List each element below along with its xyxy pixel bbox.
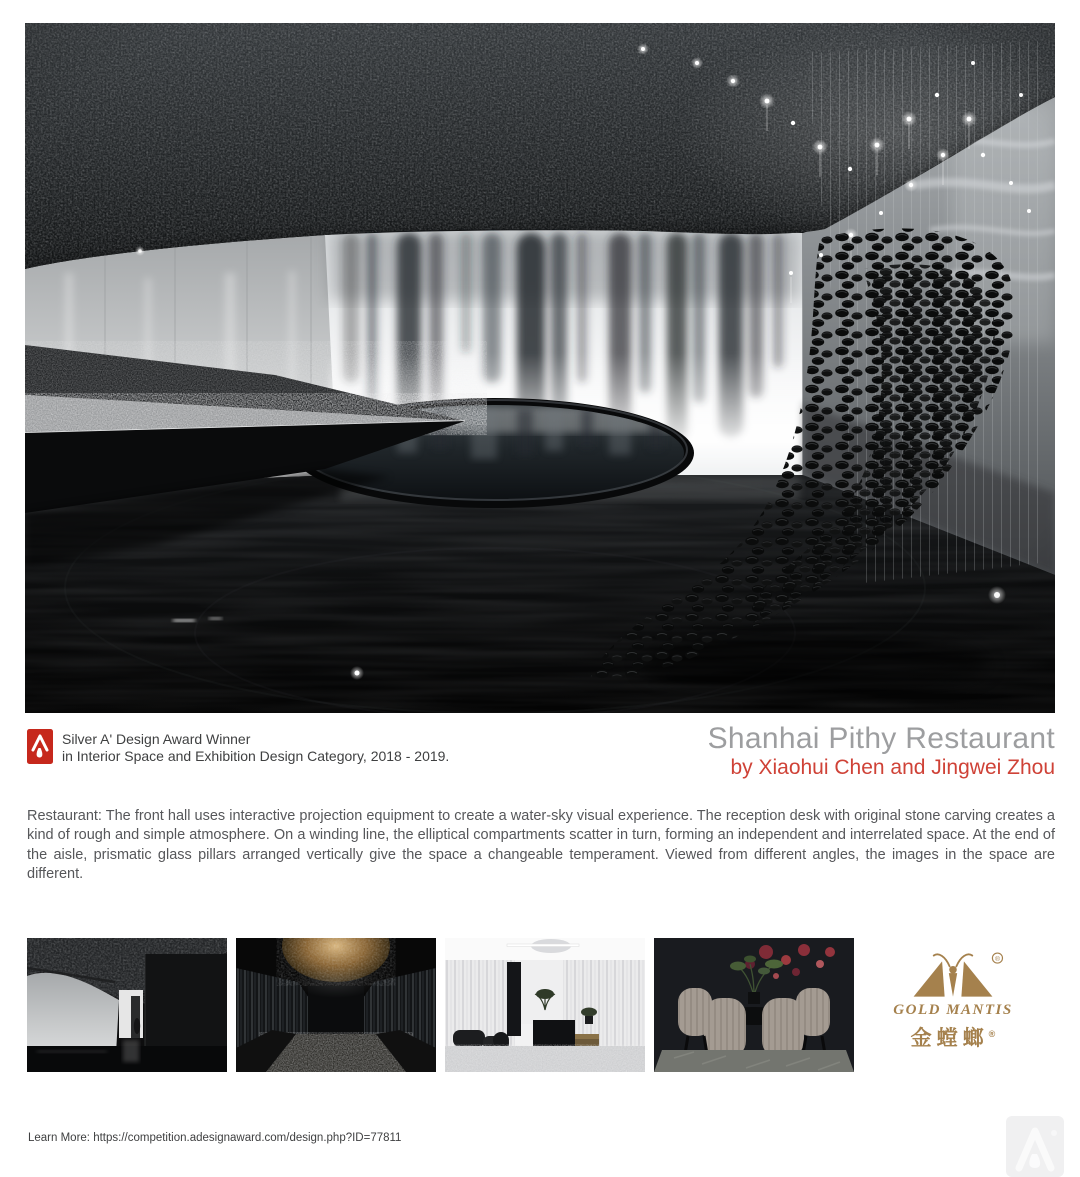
learn-more-link[interactable]: Learn More: https://competition.adesignaward.com/design.php?ID=77811: [28, 1132, 402, 1144]
project-title: Shanhai Pithy Restaurant: [707, 722, 1055, 755]
registered-mark: ®: [994, 956, 1000, 963]
thumbnail-dining-room-photo: [654, 938, 854, 1072]
award-line-1: Silver A' Design Award Winner: [62, 731, 251, 747]
thumbnail-dome-lamp-room-photo: [236, 938, 436, 1072]
registered-mark-cn: ®: [988, 1029, 996, 1039]
gold-mantis-logo-icon: [893, 948, 1013, 1000]
gallery-thumbnails: [27, 938, 854, 1072]
gold-mantis-brand-block: [886, 948, 1020, 1052]
project-header: [708, 722, 1055, 780]
hero-photo-restaurant-front-hall: [25, 23, 1055, 713]
designer-byline: by Xiaohui Chen and Jingwei Zhou: [730, 756, 1055, 779]
project-description: Restaurant: The front hall uses interactive projection equipment to create a water-sky visual experience. The reception desk with original stone carving creates a kind of rough and simple atmosphere. On a winding line, the elliptical compartments scatter in turn, forming an independent and interrelated space. At the end of the aisle, prismatic glass pillars arranged vertically give the space a changeable temperament. Viewed from different angles, the images in the space are different.: [27, 807, 1055, 882]
vignette: [25, 23, 1055, 713]
a-design-award-logo-icon: [27, 729, 53, 764]
gold-mantis-chinese-text: 金螳螂: [910, 1027, 989, 1050]
award-banner: [27, 729, 449, 764]
a-design-award-watermark-icon: [1006, 1116, 1064, 1177]
award-line-2: in Interior Space and Exhibition Design Category, 2018 - 2019.: [62, 747, 450, 764]
thumbnail-corridor-photo: [27, 938, 227, 1072]
gold-mantis-wordmark: GOLD MANTIS: [893, 1002, 1013, 1018]
thumbnail-lounge-photo: [445, 938, 645, 1072]
learn-more-line: [28, 1132, 401, 1144]
gold-mantis-chinese-name: [886, 1022, 1020, 1052]
